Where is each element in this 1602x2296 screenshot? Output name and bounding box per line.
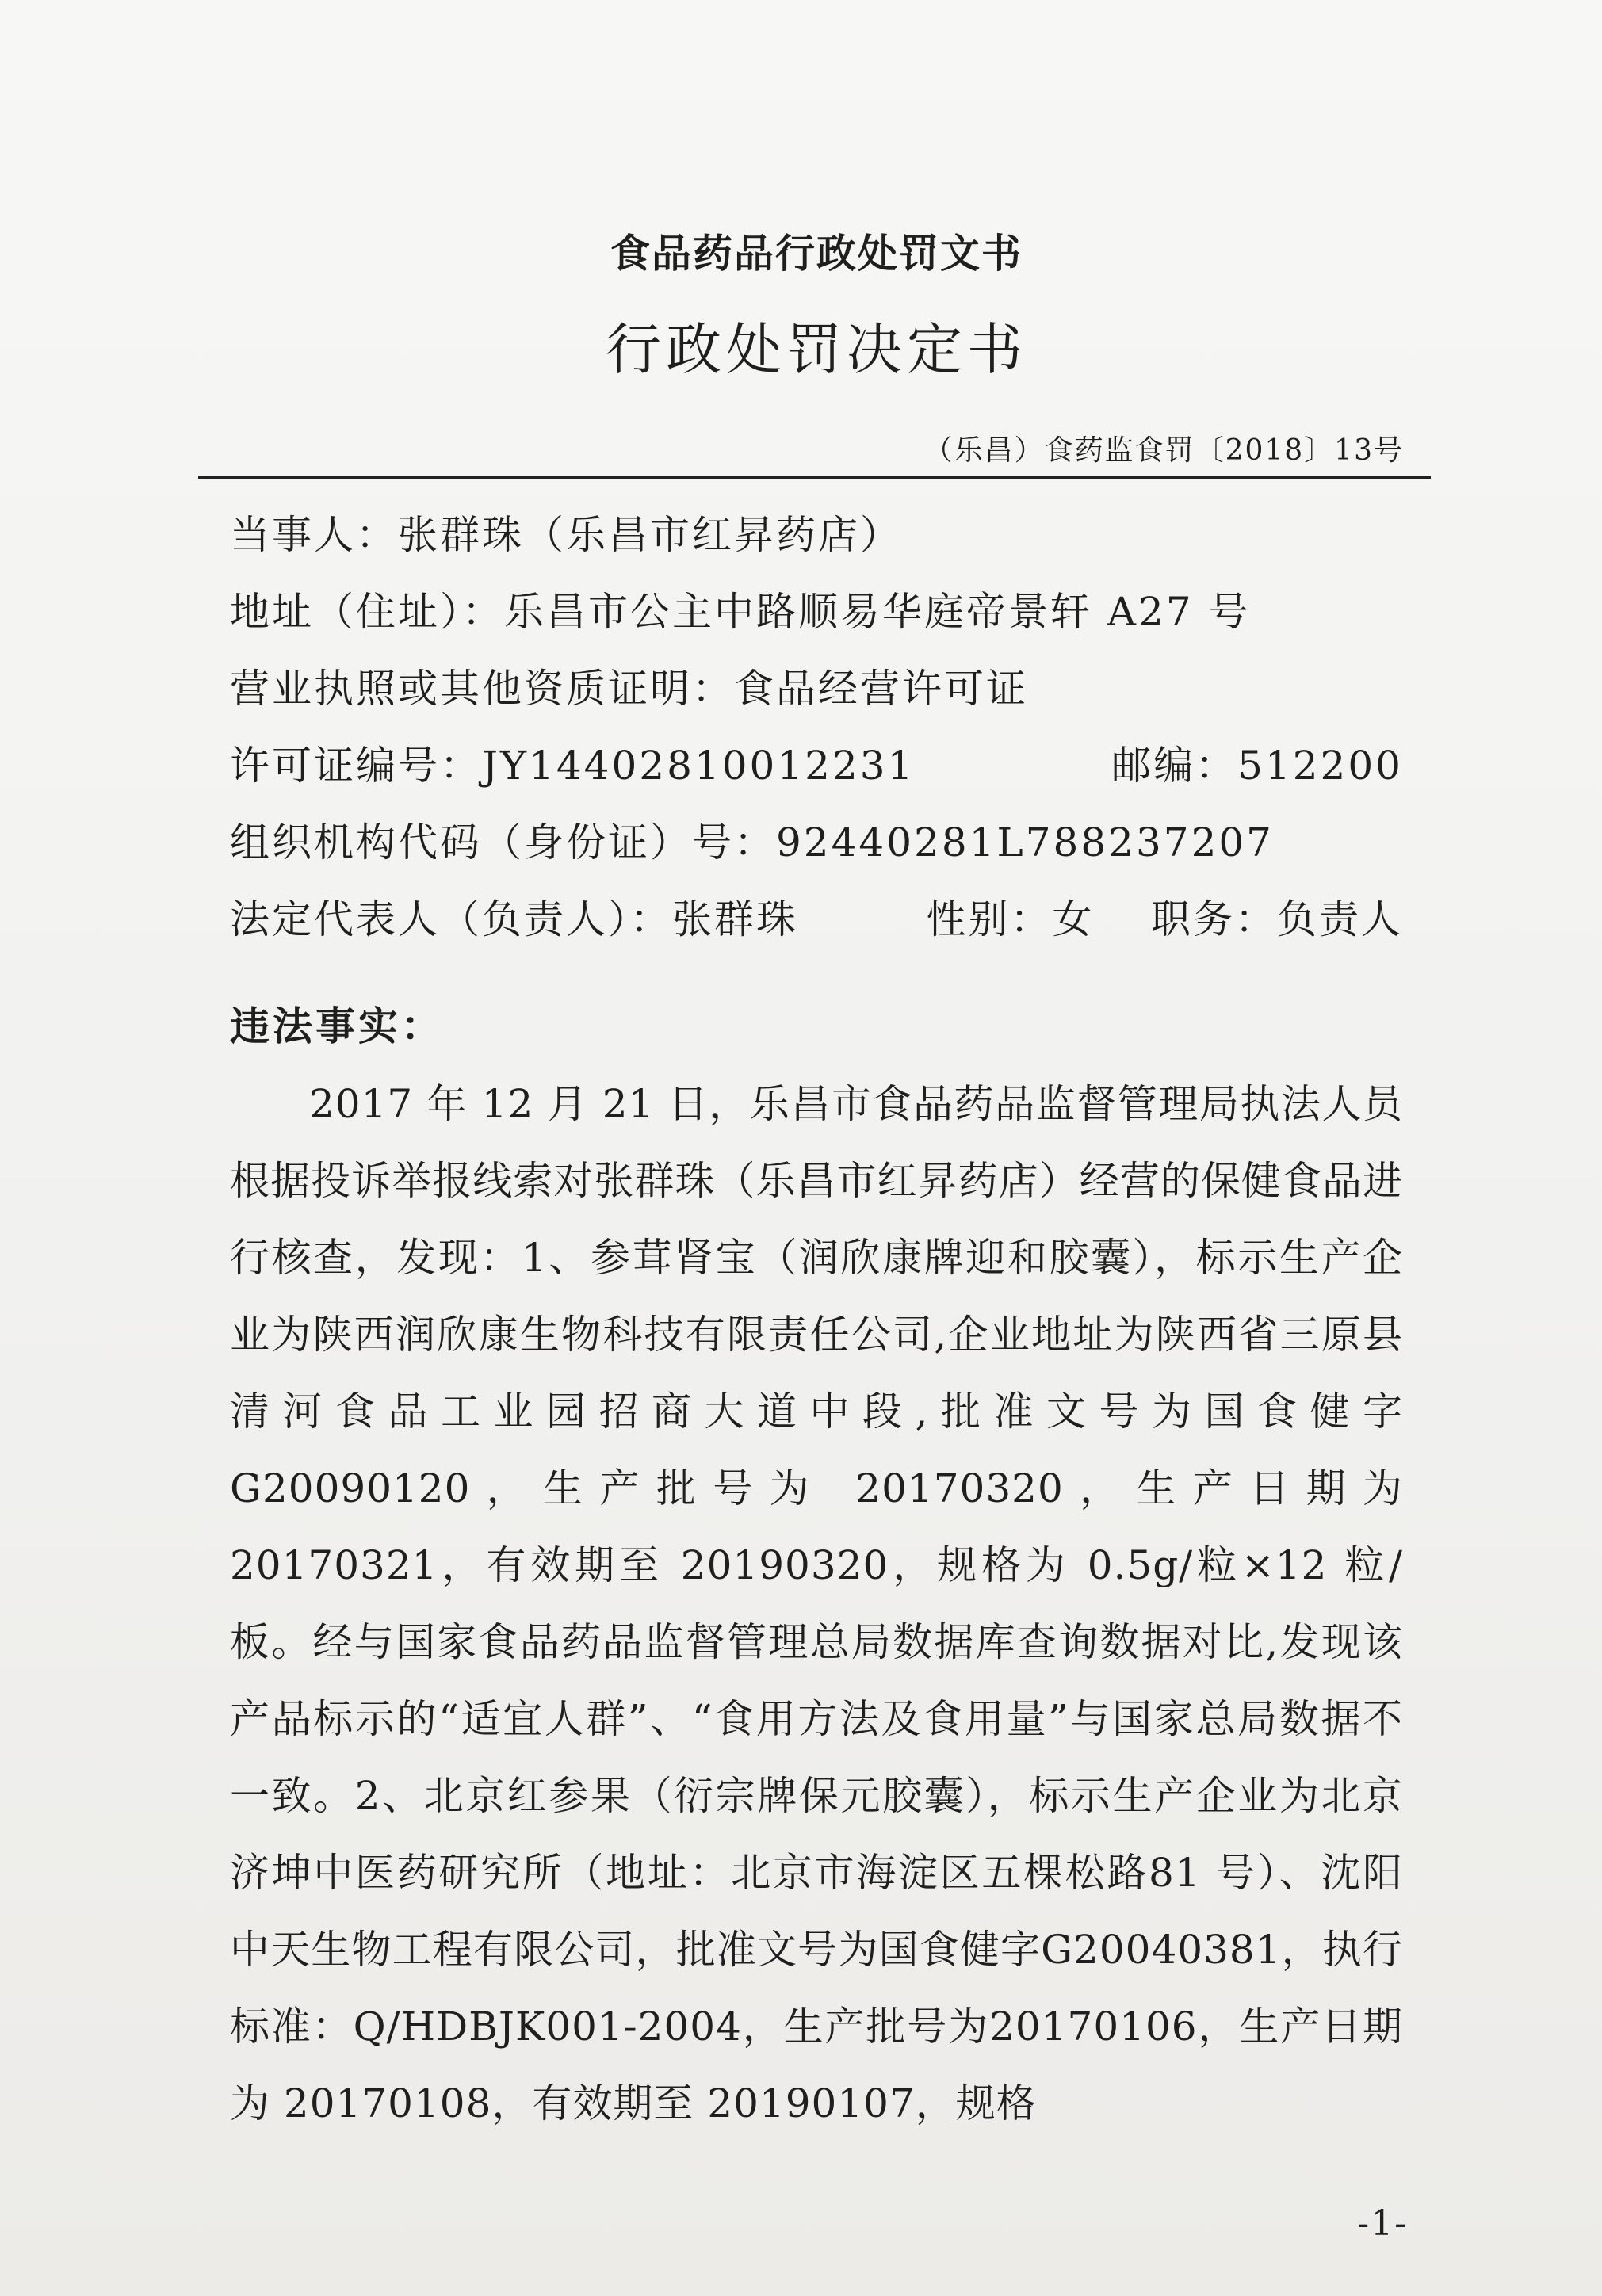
representative-field: 法定代表人（负责人）：张群珠: [230, 896, 798, 942]
license-row: [230, 738, 1403, 815]
document-subtitle: 食品药品行政处罚文书: [610, 231, 1023, 277]
page-number: -1-: [1357, 2203, 1408, 2244]
postcode-field: 邮编：512200: [1111, 743, 1403, 789]
document-title: 行政处罚决定书: [606, 317, 1027, 382]
header-divider: [198, 476, 1431, 479]
gender-field: 性别：女: [926, 896, 1095, 942]
party-info: [230, 507, 1403, 968]
license-type-field: 营业执照或其他资质证明：食品经营许可证: [230, 666, 1028, 712]
facts-paragraph: 2017 年 12 月 21 日，乐昌市食品药品监督管理局执法人员根据投诉举报线索对张群珠（乐昌市红昇药店）经营的保健食品进行核查，发现：1、参茸肾宝（润欣康牌迎和胶囊），标示生产企业为陕西润欣康生物科技有限责任公司,企业地址为陕西省三原县清河食品工业园招商大道中段,批准文号为国食健字 G20090120，生产批号为 20170320，生产日期为20170321，有效期至 20190320，规格为 0.5g/粒×12 粒/板。经与国家食品药品监督管理总局数据库查询数据对比,发现该产品标示的“适宜人群”、“食用方法及食用量”与国家总局数据不一致。2、北京红参果（衍宗牌保元胶囊），标示生产企业为北京济坤中医药研究所（地址：北京市海淀区五棵松路81 号）、沈阳中天生物工程有限公司，批准文号为国食健字G20040381，执行标准：Q/HDBJK001-2004，生产批号为20170106，生产日期为 20170108，有效期至 20190107，规格: [230, 1081, 1403, 2126]
position-field: 职务：负责人: [1151, 896, 1403, 942]
representative-row: [230, 892, 1403, 968]
license-number-field: 许可证编号：JY14402810012231: [230, 743, 916, 789]
org-code-field: 组织机构代码（身份证）号：92440281L788237207: [230, 819, 1274, 865]
party-field: 当事人：张群珠（乐昌市红昇药店）: [230, 512, 902, 558]
document-number: （乐昌）食药监食罚〔2018〕13号: [923, 434, 1404, 467]
address-field: 地址（住址）：乐昌市公主中路顺易华庭帝景轩 A27 号: [230, 589, 1251, 635]
facts-heading: 违法事实：: [230, 1003, 444, 1049]
